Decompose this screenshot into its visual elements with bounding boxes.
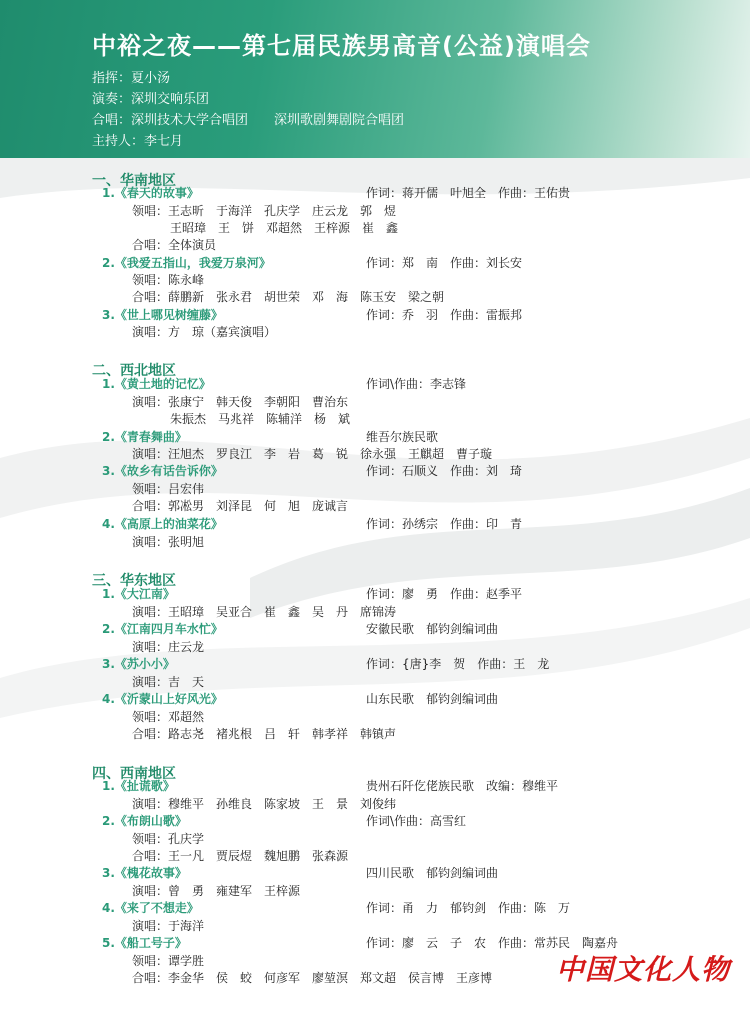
performer-line: 演唱：庄云龙 — [132, 640, 205, 654]
performer-line: 领唱：吕宏伟 — [132, 482, 205, 496]
song-number: 3. — [102, 657, 115, 671]
song-number: 2. — [102, 622, 115, 636]
song-credit: 山东民歌 郁钧剑编词曲 — [366, 692, 499, 706]
performer-line: 演唱：汪旭杰 罗良江 李 岩 葛 锐 徐永强 王麒超 曹子璇 — [132, 447, 493, 461]
song-title: 《春天的故事》 — [114, 186, 199, 200]
song-item — [102, 901, 199, 916]
song-title: 《故乡有话告诉你》 — [114, 464, 223, 478]
performer-line: 演唱：吉 天 — [132, 675, 205, 689]
performer-line: 领唱：陈永峰 — [132, 273, 205, 287]
song-item — [102, 692, 223, 707]
song-credit: 作词：孙绣宗 作曲：印 青 — [366, 517, 523, 531]
performer-line: 领唱：孔庆学 — [132, 832, 205, 846]
song-item — [102, 936, 187, 951]
song-number: 4. — [102, 692, 115, 706]
song-number: 1. — [102, 377, 115, 391]
performer-line: 合唱：郭凇男 刘泽昆 何 旭 庞诚言 — [132, 499, 349, 513]
song-title: 《我爱五指山，我爱万泉河》 — [114, 256, 271, 270]
song-number: 5. — [102, 936, 115, 950]
song-title: 《青春舞曲》 — [114, 430, 187, 444]
song-credit: 贵州石阡仡佬族民歌 改编：穆维平 — [366, 779, 559, 793]
song-item — [102, 186, 199, 201]
song-item — [102, 430, 187, 445]
song-item — [102, 622, 223, 637]
song-title: 《来了不想走》 — [114, 901, 199, 915]
song-title: 《江南四月车水忙》 — [114, 622, 223, 636]
performer-line: 朱振杰 马兆祥 陈辅洋 杨 斌 — [170, 412, 351, 426]
page-title: 中裕之夜——第七届民族男高音(公益)演唱会 — [92, 32, 591, 60]
song-item — [102, 517, 223, 532]
song-number: 1. — [102, 186, 115, 200]
song-item — [102, 779, 175, 794]
performer-line: 演唱：曾 勇 雍建军 王梓源 — [132, 884, 301, 898]
song-number: 2. — [102, 430, 115, 444]
song-credit: 作词\作曲：李志锋 — [366, 377, 467, 391]
song-number: 2. — [102, 814, 115, 828]
song-number: 4. — [102, 901, 115, 915]
section-title-southwest: 四、西南地区 — [92, 766, 176, 782]
song-title: 《槐花故事》 — [114, 866, 187, 880]
song-item — [102, 657, 175, 672]
song-title: 《苏小小》 — [114, 657, 175, 671]
performer-line: 演唱：于海洋 — [132, 919, 205, 933]
song-title: 《布朗山歌》 — [114, 814, 187, 828]
performer-line: 演唱：方 琼（嘉宾演唱） — [132, 325, 277, 339]
song-credit: 作词：甬 力 郁钧剑 作曲：陈 万 — [366, 901, 571, 915]
song-credit: 四川民歌 郁钧剑编词曲 — [366, 866, 499, 880]
song-title: 《船工号子》 — [114, 936, 187, 950]
performer-line: 合唱：薛鹏新 张永君 胡世荣 邓 海 陈玉安 梁之朝 — [132, 290, 445, 304]
song-credit: 安徽民歌 郁钧剑编词曲 — [366, 622, 499, 636]
section-title-northwest: 二、西北地区 — [92, 363, 176, 379]
brand-logo: 中国文化人物 — [556, 953, 731, 986]
song-item — [102, 587, 175, 602]
song-credit: 作词：石顺义 作曲：刘 琦 — [366, 464, 523, 478]
choir-line: 合唱：深圳技术大学合唱团 深圳歌剧舞剧院合唱团 — [92, 113, 405, 128]
orchestra-line: 演奏：深圳交响乐团 — [92, 92, 210, 107]
song-item — [102, 377, 211, 392]
performer-line: 演唱：张明旭 — [132, 535, 205, 549]
performer-line: 演唱：王昭璋 吴亚合 崔 鑫 吴 丹 席锦涛 — [132, 605, 397, 619]
song-title: 《沂蒙山上好风光》 — [114, 692, 223, 706]
song-title: 《扯谎歌》 — [114, 779, 175, 793]
performer-line: 领唱：邓超然 — [132, 710, 205, 724]
conductor-line: 指挥：夏小汤 — [92, 71, 171, 86]
performer-line: 领唱：王志昕 于海洋 孔庆学 庄云龙 郭 煜 — [132, 204, 397, 218]
performer-line: 合唱：路志尧 褚兆根 吕 轩 韩孝祥 韩镇声 — [132, 727, 397, 741]
host-line: 主持人：李七月 — [92, 134, 184, 149]
song-number: 4. — [102, 517, 115, 531]
song-credit: 作词：{唐}李 贺 作曲：王 龙 — [366, 657, 550, 671]
performer-line: 合唱：王一凡 贾辰煜 魏旭鹏 张森源 — [132, 849, 349, 863]
song-item — [102, 866, 187, 881]
song-credit: 作词：郑 南 作曲：刘长安 — [366, 256, 523, 270]
song-title: 《世上哪见树缠藤》 — [114, 308, 223, 322]
song-number: 1. — [102, 587, 115, 601]
song-credit: 作词：蒋开儒 叶旭全 作曲：王佑贵 — [366, 186, 571, 200]
performer-line: 合唱：全体演员 — [132, 238, 217, 252]
performer-line: 合唱：李金华 侯 蛟 何彦军 廖堃溟 郑文超 侯言博 王彦博 — [132, 971, 493, 985]
section-title-east: 三、华东地区 — [92, 573, 176, 589]
song-credit: 作词：廖 云 子 农 作曲：常苏民 陶嘉舟 — [366, 936, 619, 950]
song-item — [102, 464, 223, 479]
song-number: 3. — [102, 866, 115, 880]
song-number: 2. — [102, 256, 115, 270]
song-credit: 作词：廖 勇 作曲：赵季平 — [366, 587, 523, 601]
song-number: 3. — [102, 308, 115, 322]
song-title: 《高原上的油菜花》 — [114, 517, 223, 531]
song-title: 《黄土地的记忆》 — [114, 377, 211, 391]
song-item — [102, 256, 271, 271]
song-item — [102, 308, 223, 323]
performer-line: 王昭璋 王 饼 邓超然 王梓源 崔 鑫 — [170, 221, 399, 235]
section-title-south: 一、华南地区 — [92, 173, 176, 189]
song-number: 3. — [102, 464, 115, 478]
song-item — [102, 814, 187, 829]
performer-line: 演唱：穆维平 孙维良 陈家坡 王 景 刘俊纬 — [132, 797, 397, 811]
song-title: 《大江南》 — [114, 587, 175, 601]
performer-line: 演唱：张康宁 韩天俊 李朝阳 曹治东 — [132, 395, 349, 409]
song-number: 1. — [102, 779, 115, 793]
song-credit: 作词\作曲：高雪红 — [366, 814, 467, 828]
song-credit: 维吾尔族民歌 — [366, 430, 439, 444]
performer-line: 领唱：谭学胜 — [132, 954, 205, 968]
song-credit: 作词：乔 羽 作曲：雷振邦 — [366, 308, 523, 322]
